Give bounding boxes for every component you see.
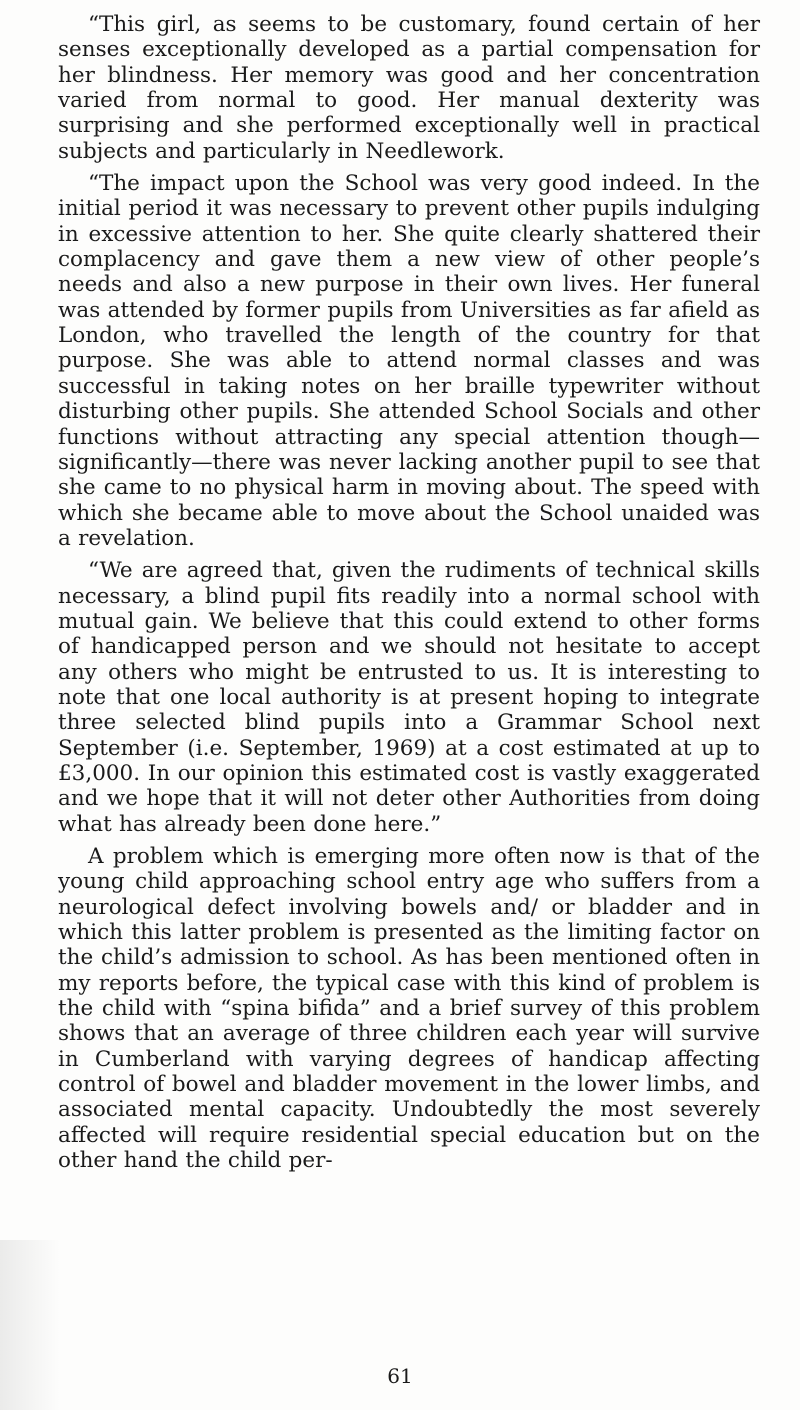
page-number: 61 — [387, 1364, 413, 1388]
paragraph-school-impact: “The impact upon the School was very good indeed. In the initial period it was necessary to prevent other pupils indulging in excessive attention to her. She quite clearly shattered their complacency and gave them a new view of other people’s needs and also a new purpose in their own lives. Her funeral was attended by former pupils from Universities as far afield as London, who travelled the length of the country for that purpose. She was able to attend normal classes and was successful in taking notes on her braille typewriter without disturbing other pupils. She attended School Socials and other functions without attracting any special attention though—significantly—there was never lacking another pupil to see that she came to no physical harm in moving about. The speed with which she became able to move about the School unaided was a revelation. — [58, 171, 760, 551]
body-text — [58, 12, 760, 1180]
paragraph-neurological-problem: A problem which is emerging more often now is that of the young child approaching school entry age who suffers from a neurological defect involving bowels and/ or bladder and in which this latter problem is presented as the limiting factor on the child’s admission to school. As has been mentioned often in my reports before, the typical case with this kind of problem is the child with “spina bifida” and a brief survey of this problem shows that an average of three children each year will survive in Cumberland with varying degrees of handicap affecting control of bowel and bladder movement in the lower limbs, and associated mental capacity. Undoubtedly the most severely affected will require residential special education but on the other hand the child per- — [58, 844, 760, 1174]
paragraph-blind-girl-senses: “This girl, as seems to be customary, found certain of her senses exceptionally developed as a partial compensation for her blindness. Her memory was good and her concentration varied from normal to good. Her manual dexterity was surprising and she performed exceptionally well in practical subjects and particularly in Needlework. — [58, 12, 760, 164]
paragraph-agreement: “We are agreed that, given the rudiments of technical skills necessary, a blind pupil fits readily into a normal school with mutual gain. We believe that this could extend to other forms of handicapped person and we should not hesitate to accept any others who might be entrusted to us. It is interesting to note that one local authority is at present hoping to integrate three selected blind pupils into a Grammar School next September (i.e. September, 1969) at a cost estimated at up to £3,000. In our opinion this estimated cost is vastly exaggerated and we hope that it will not deter other Authorities from doing what has already been done here.” — [58, 558, 760, 837]
